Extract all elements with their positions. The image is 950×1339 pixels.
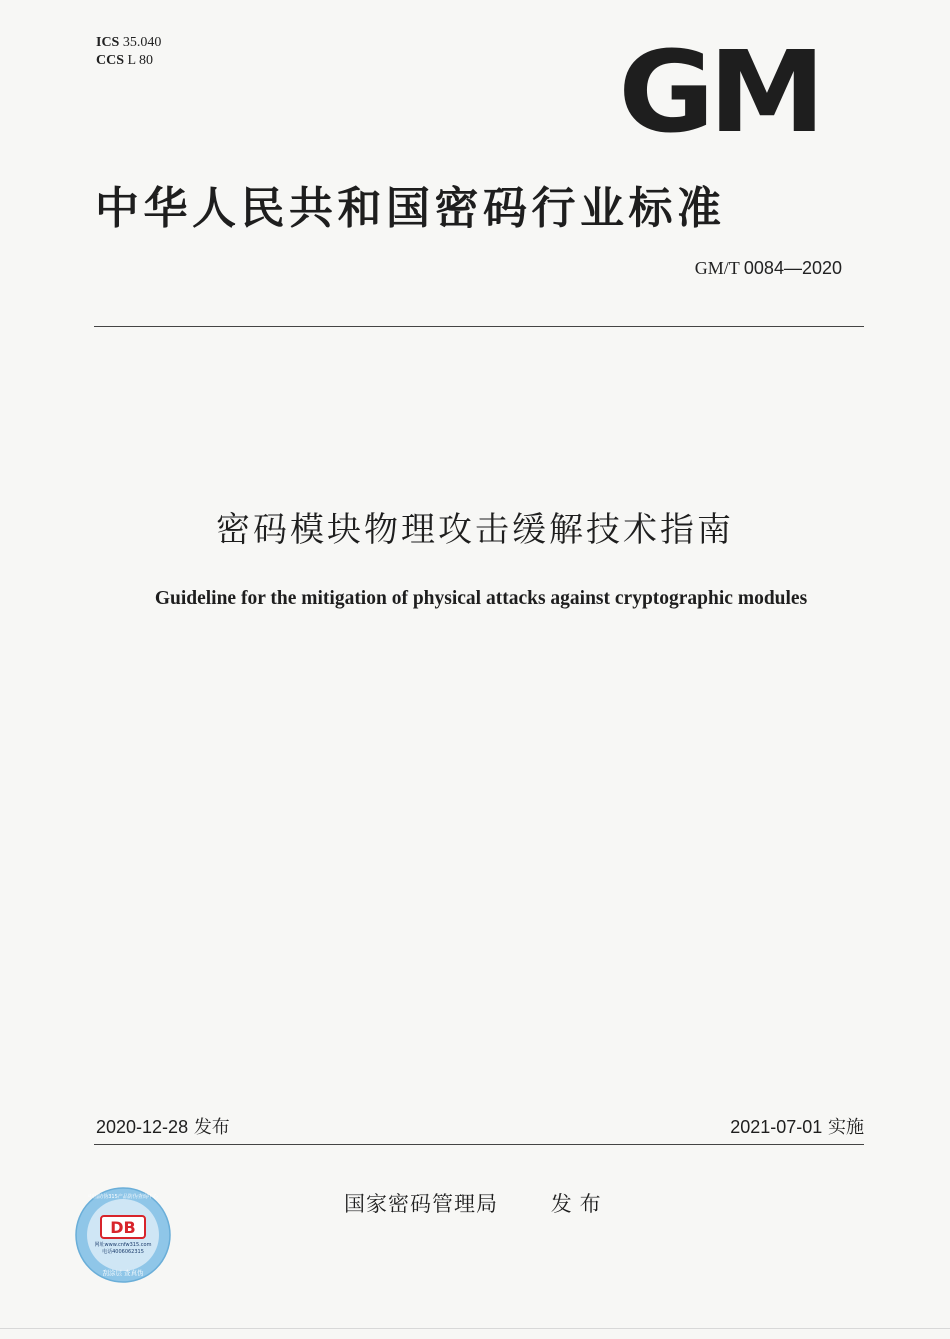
ccs-value: L 80 xyxy=(127,53,154,68)
seal-hotline-text: 电话4006062315 xyxy=(102,1249,144,1255)
issuer-organization: 国家密码管理局 xyxy=(344,1192,498,1216)
ics-value: 35.040 xyxy=(122,35,162,50)
seal-emblem-text: DB xyxy=(110,1218,136,1237)
effective-label: 实施 xyxy=(828,1117,864,1138)
standard-number-value: 0084—2020 xyxy=(743,258,842,278)
gm-logo xyxy=(618,28,820,158)
header-divider xyxy=(94,326,864,327)
footer-divider xyxy=(94,1144,864,1145)
standard-number xyxy=(695,258,842,279)
anti-counterfeit-seal-icon xyxy=(74,1186,172,1284)
issuer-line xyxy=(344,1188,609,1218)
ics-code-row xyxy=(96,34,161,52)
seal-website-text: 网址www.cnfw315.com xyxy=(94,1242,152,1248)
gm-logo-text: GM xyxy=(618,28,820,158)
document-title-chinese: 密码模块物理攻击缓解技术指南 xyxy=(216,510,734,550)
page-bottom-edge xyxy=(0,1328,950,1329)
ccs-code-row xyxy=(96,52,161,70)
seal-top-text: 中国防伪315产品防伪查询中心 xyxy=(88,1194,158,1200)
effective-date-block xyxy=(730,1113,864,1139)
publish-date: 2020-12-28 xyxy=(96,1117,189,1137)
issuer-action: 发布 xyxy=(550,1192,609,1216)
seal-bottom-text: 刮涂层 查真伪 xyxy=(102,1269,144,1277)
ccs-label: CCS xyxy=(96,53,125,68)
standard-number-prefix: GM/T xyxy=(694,258,740,278)
document-title-english: Guideline for the mitigation of physical attacks against cryptographic modules xyxy=(154,588,808,609)
classification-codes xyxy=(96,34,161,70)
ics-label: ICS xyxy=(96,35,120,50)
standard-category-title: 中华人民共和国密码行业标准 xyxy=(95,183,726,234)
publish-label: 发布 xyxy=(193,1117,230,1138)
publish-date-block xyxy=(96,1113,230,1139)
effective-date: 2021-07-01 xyxy=(730,1117,823,1137)
